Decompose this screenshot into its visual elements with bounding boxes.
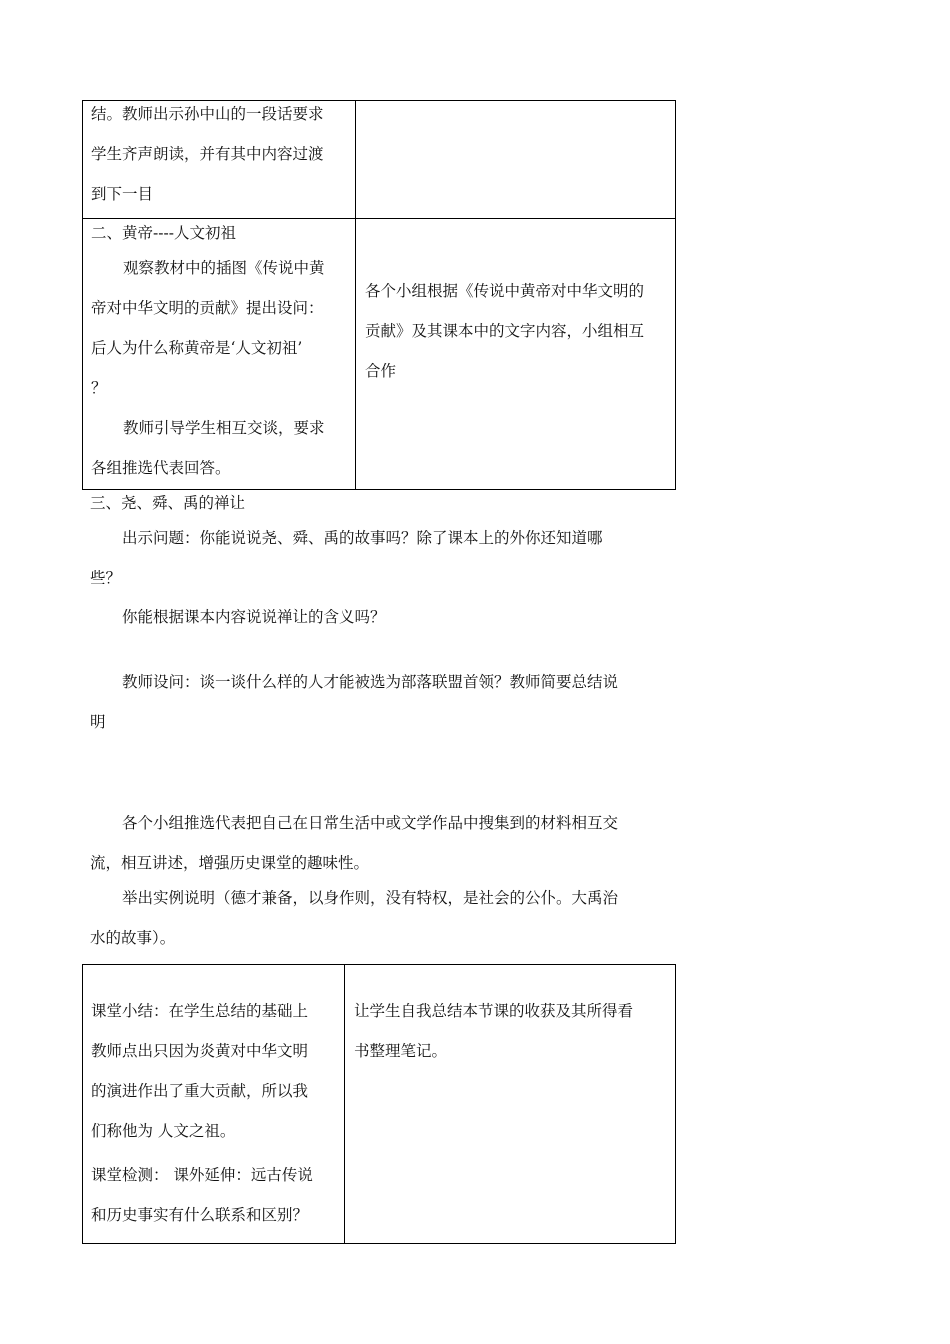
text-line: 让学生自我总结本节课的收获及其所得看 [354, 1002, 634, 1020]
text-line: 到下一目 [91, 185, 154, 203]
text-line: 各组推选代表回答。 [91, 459, 231, 477]
text-line: ？ [91, 379, 107, 397]
text-line: 学生齐声朗读，并有其中内容过渡 [91, 145, 324, 163]
text-line: 贡献》及其课本中的文字内容，小组相互 [365, 322, 645, 340]
lesson-table-2 [82, 964, 676, 1244]
text-line: 教师引导学生相互交谈，要求 [123, 419, 325, 437]
text-line: 们称他为 人文之祖。 [91, 1122, 236, 1140]
table1-row2-right-cell [365, 271, 671, 391]
table2-left-cell [91, 991, 341, 1235]
paragraph-questions [90, 518, 603, 598]
table1-column-divider [355, 101, 356, 489]
table1-row1-left-cell [91, 94, 353, 214]
text-line: 课堂小结：在学生总结的基础上 [91, 1002, 309, 1020]
text-line: 些？ [90, 569, 122, 587]
text-line: 和历史事实有什么联系和区别？ [91, 1206, 309, 1224]
text-line: 你能根据课本内容说说禅让的含义吗？ [122, 608, 386, 626]
paragraph-teacher-question [90, 662, 618, 742]
table2-column-divider [344, 965, 345, 1243]
paragraph-group-activity [90, 803, 618, 883]
text-line: 帝对中华文明的贡献》提出设问： [91, 299, 324, 317]
text-line: 各个小组根据《传说中黄帝对中华文明的 [365, 282, 645, 300]
paragraph-examples [90, 878, 618, 958]
text-line: 课堂检测： 课外延伸：远古传说 [91, 1166, 313, 1184]
text-line: 教师设问：谈一谈什么样的人才能被选为部落联盟首领？教师简要总结说 [122, 673, 619, 691]
section-heading: 三、尧、舜、禹的禅让 [90, 494, 246, 512]
text-line: 后人为什么称黄帝是‘人文初祖’ [91, 339, 303, 357]
paragraph-abdication [90, 597, 386, 637]
text-line: 合作 [365, 362, 397, 380]
table2-right-cell [354, 991, 672, 1071]
lesson-table-1 [82, 100, 676, 490]
text-line: 教师点出只因为炎黄对中华文明 [91, 1042, 309, 1060]
text-line: 流，相互讲述，增强历史课堂的趣味性。 [90, 854, 370, 872]
table1-row1-right-cell [365, 101, 665, 217]
text-line: 明 [90, 713, 106, 731]
text-line: 结。教师出示孙中山的一段话要求 [91, 105, 324, 123]
text-line: 水的故事）。 [90, 929, 176, 947]
text-line: 书整理笔记。 [354, 1042, 448, 1060]
section-heading: 二、黄帝----人文初祖 [91, 224, 236, 242]
table1-row2-left-cell [91, 218, 353, 488]
text-line: 举出实例说明（德才兼备，以身作则，没有特权，是社会的公仆。大禹治 [122, 889, 619, 907]
text-line: 的演进作出了重大贡献，所以我 [91, 1082, 309, 1100]
text-line: 观察教材中的插图《传说中黄 [123, 259, 325, 277]
text-line: 各个小组推选代表把自己在日常生活中或文学作品中搜集到的材料相互交 [122, 814, 619, 832]
text-line: 出示问题：你能说说尧、舜、禹的故事吗？除了课本上的外你还知道哪 [122, 529, 603, 547]
